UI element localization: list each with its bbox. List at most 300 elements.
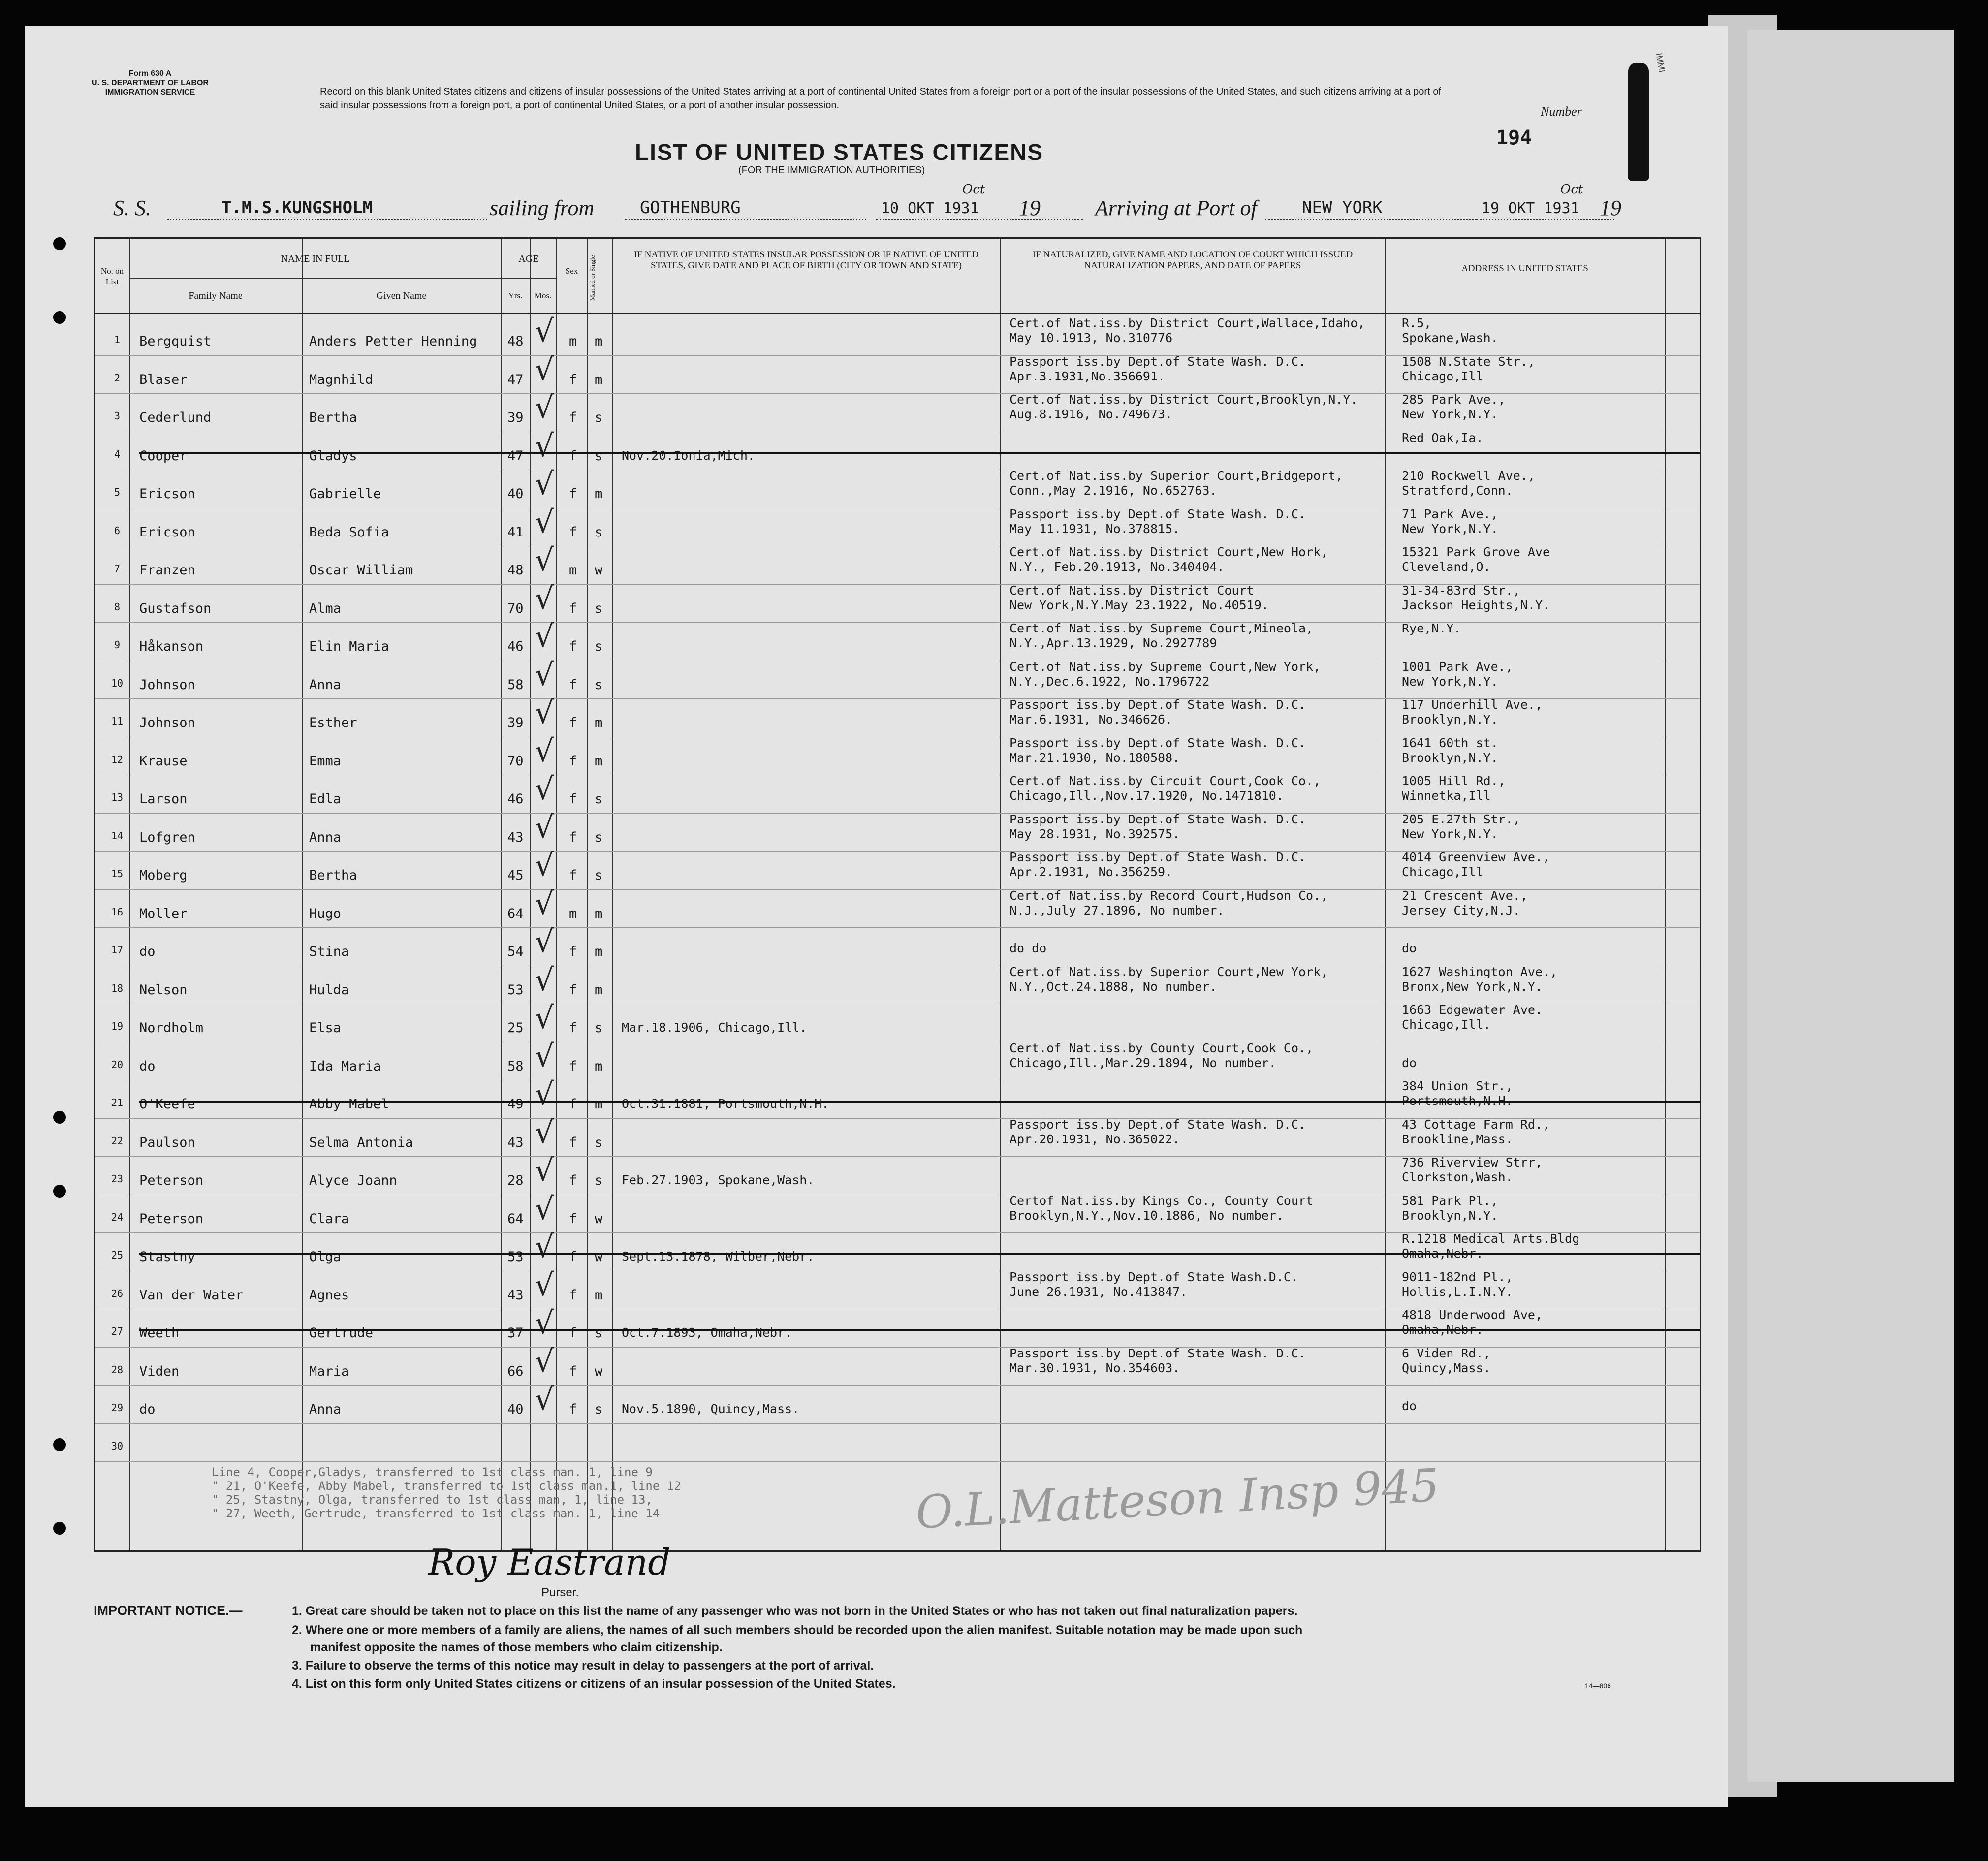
address-line: Omaha,Nebr. [1402, 1323, 1483, 1337]
punch-hole [53, 1185, 66, 1198]
marital-status: s [595, 448, 603, 464]
arrive-underline [1477, 219, 1614, 220]
naturalization-info: Chicago,Ill.,Mar.29.1894, No number. [1010, 1055, 1276, 1070]
row-number: 21 [111, 1097, 124, 1108]
marital-status: m [595, 944, 603, 959]
address-line: 1627 Washington Ave., [1402, 964, 1558, 979]
list-number: 194 [1496, 126, 1532, 149]
age-subrule [501, 278, 556, 279]
age-years: 39 [507, 715, 524, 730]
age-years: 49 [507, 1097, 524, 1112]
sailing-label: sailing from [490, 196, 595, 220]
marital-status: s [595, 829, 603, 845]
family-name: O'Keefe [139, 1097, 195, 1112]
row-number: 6 [114, 524, 121, 536]
inspection-check-mark: √ [535, 923, 554, 959]
marital-status: s [595, 1325, 603, 1341]
address-line: Spokane,Wash. [1402, 331, 1498, 345]
naturalization-info: June 26.1931, No.413847. [1010, 1284, 1188, 1299]
age-years: 70 [507, 753, 524, 769]
given-name: Alma [309, 600, 342, 616]
naturalization-info: Aug.8.1916, No.749673. [1010, 407, 1173, 421]
sex: m [569, 563, 577, 578]
inspection-check-mark: √ [535, 732, 554, 769]
marital-status: m [595, 334, 603, 349]
sex: f [569, 1287, 577, 1303]
naturalization-info: Cert.of Nat.iss.by District Court,New Hork, [1010, 545, 1328, 559]
age-years: 40 [507, 1402, 524, 1417]
marital-status: s [595, 1402, 603, 1417]
age-years: 41 [507, 524, 524, 540]
sex: f [569, 1249, 577, 1264]
marital-status: s [595, 410, 603, 425]
row-rule [95, 1385, 1700, 1386]
family-name: Weeth [139, 1325, 180, 1341]
address-line: 1641 60th st. [1402, 735, 1498, 750]
address-line: 210 Rockwell Ave., [1402, 469, 1535, 483]
strikethrough-line [139, 1329, 1700, 1331]
notice-item: 2. Where one or more members of a family are aliens, the names of all such members should be recorded upon the alien manifest. Suitable notation may be made upon such [292, 1623, 1303, 1637]
address-line: do [1402, 941, 1417, 955]
arrive-month-handwritten: Oct [1560, 182, 1583, 197]
arriving-label: Arriving at Port of [1095, 196, 1257, 220]
naturalization-info: Certof Nat.iss.by Kings Co., County Court [1010, 1193, 1314, 1208]
naturalization-info: Apr.3.1931,No.356691. [1010, 369, 1166, 383]
age-years: 43 [507, 1287, 524, 1303]
birth-info: Oct.31.1881, Portsmouth,N.H. [622, 1097, 829, 1111]
given-name: Emma [309, 753, 342, 769]
number-label: Number [1541, 104, 1582, 119]
inspection-check-mark: √ [535, 961, 554, 998]
naturalization-info: Mar.21.1930, No.180588. [1010, 750, 1180, 765]
notice-item: 4. List on this form only United States citizens or citizens of an insular possession of the United States. [292, 1677, 896, 1691]
marital-status: s [595, 1135, 603, 1150]
inspection-check-mark: √ [535, 466, 554, 502]
col-divider [587, 239, 588, 1550]
sex: f [569, 524, 577, 540]
age-years: 28 [507, 1173, 524, 1188]
inspection-check-mark: √ [535, 618, 554, 654]
family-name: Nelson [139, 982, 188, 998]
given-name: Alyce Joann [309, 1173, 397, 1188]
header-family-name: Family Name [189, 290, 243, 301]
row-number: 29 [111, 1402, 124, 1414]
naturalization-info: May 11.1931, No.378815. [1010, 521, 1180, 536]
address-line: 21 Crescent Ave., [1402, 888, 1528, 903]
marital-status: m [595, 372, 603, 387]
birth-info: Mar.18.1906, Chicago,Ill. [622, 1020, 807, 1035]
given-name: Anna [309, 677, 342, 693]
address-line: 4818 Underwood Ave, [1402, 1308, 1543, 1322]
address-line: Brookline,Mass. [1402, 1132, 1513, 1146]
row-number: 22 [111, 1135, 124, 1147]
sex: f [569, 600, 577, 616]
address-line: Brooklyn,N.Y. [1402, 712, 1498, 726]
given-name: Gertrude [309, 1325, 374, 1341]
marital-status: w [595, 1363, 603, 1379]
form-number: Form 630 A [128, 69, 172, 78]
given-name: Edla [309, 791, 342, 807]
header-naturalized: IF NATURALIZED, GIVE NAME AND LOCATION OF COURT WHICH ISSUED NATURALIZATION PAPERS, AND DATE OF PAPERS [1032, 250, 1353, 271]
age-years: 70 [507, 600, 524, 616]
inspection-check-mark: √ [535, 1343, 554, 1379]
arrive-date: 19 OKT 1931 [1482, 200, 1579, 217]
address-line: 1663 Edgewater Ave. [1402, 1003, 1543, 1017]
family-name: Håkanson [139, 639, 204, 654]
address-line: 1001 Park Ave., [1402, 659, 1513, 674]
address-line: Clorkston,Wash. [1402, 1170, 1513, 1184]
marital-status: m [595, 1097, 603, 1112]
given-name: Agnes [309, 1287, 349, 1303]
given-name: Olga [309, 1249, 342, 1264]
given-name: Bertha [309, 410, 357, 425]
ss-label: S. S. [113, 196, 151, 220]
naturalization-info: N.Y.,Dec.6.1922, No.1796722 [1010, 674, 1210, 689]
row-number: 1 [114, 334, 121, 346]
col-divider [556, 239, 557, 1550]
given-name: Gabrielle [309, 486, 381, 502]
marital-status: s [595, 677, 603, 693]
sex: f [569, 677, 577, 693]
sex: f [569, 791, 577, 807]
birth-info: Sept.13.1878, Wilber,Nebr. [622, 1249, 815, 1263]
sex: f [569, 715, 577, 730]
age-years: 40 [507, 486, 524, 502]
sex: f [569, 944, 577, 959]
notice-heading: IMPORTANT NOTICE.— [94, 1603, 243, 1618]
depart-underline [876, 219, 1083, 220]
family-name: Peterson [139, 1173, 204, 1188]
given-name: Anna [309, 1402, 342, 1417]
naturalization-info: N.Y., Feb.20.1913, No.340404. [1010, 560, 1225, 574]
sex: f [569, 410, 577, 425]
birth-info: Nov.5.1890, Quincy,Mass. [622, 1402, 800, 1416]
family-name: Bergquist [139, 334, 212, 349]
sex: m [569, 906, 577, 921]
given-name: Stina [309, 944, 349, 959]
notice-item: 3. Failure to observe the terms of this notice may result in delay to passengers at the port of arrival. [292, 1659, 874, 1672]
naturalization-info: Passport iss.by Dept.of State Wash.D.C. [1010, 1269, 1298, 1284]
family-name: Peterson [139, 1211, 204, 1227]
notice-item: manifest opposite the names of those members who claim citizenship. [310, 1640, 723, 1654]
header-sex: Sex [565, 266, 578, 276]
col-divider [302, 239, 303, 1550]
inspection-check-mark: √ [535, 504, 554, 540]
naturalization-info: Passport iss.by Dept.of State Wash. D.C. [1010, 1346, 1306, 1360]
naturalization-info: May 28.1931, No.392575. [1010, 826, 1180, 841]
footnote: Line 4, Cooper,Gladys, transferred to 1st class man. 1, line 9 [212, 1465, 653, 1479]
age-years: 46 [507, 639, 524, 654]
address-line: Portsmouth,N.H. [1402, 1094, 1513, 1108]
age-years: 46 [507, 791, 524, 807]
service: IMMIGRATION SERVICE [105, 88, 195, 96]
family-name: do [139, 1402, 156, 1417]
year-prefix-arrive: 19 [1600, 196, 1621, 220]
row-number: 9 [114, 639, 121, 651]
naturalization-info: Cert.of Nat.iss.by Circuit Court,Cook Co., [1010, 774, 1321, 788]
address-line: New York,N.Y. [1402, 674, 1498, 689]
strikethrough-line [139, 1253, 1700, 1255]
sex: f [569, 1058, 577, 1074]
header-married-single: Married or Single [589, 255, 596, 301]
punch-hole [53, 1438, 66, 1451]
age-years: 54 [507, 944, 524, 959]
address-line: 31-34-83rd Str., [1402, 583, 1520, 598]
row-number: 15 [111, 868, 124, 880]
age-years: 58 [507, 1058, 524, 1074]
marital-status: m [595, 715, 603, 730]
age-years: 45 [507, 868, 524, 883]
given-name: Magnhild [309, 372, 374, 387]
address-line: do [1402, 1399, 1417, 1413]
row-number: 10 [111, 677, 124, 689]
sex: f [569, 1211, 577, 1227]
inspection-check-mark: √ [535, 885, 554, 921]
naturalization-info: Brooklyn,N.Y.,Nov.10.1886, No number. [1010, 1208, 1284, 1223]
sex: f [569, 1173, 577, 1188]
sex: f [569, 753, 577, 769]
family-name: Krause [139, 753, 188, 769]
col-divider [1000, 239, 1001, 1550]
marital-status: s [595, 1173, 603, 1188]
inspection-check-mark: √ [535, 694, 554, 730]
document-page [25, 26, 1728, 1807]
row-rule [95, 1461, 1700, 1462]
age-years: 37 [507, 1325, 524, 1341]
naturalization-info: Conn.,May 2.1916, No.652763. [1010, 483, 1217, 498]
given-name: Anders Petter Henning [309, 334, 477, 349]
background-sheet-edge [1747, 30, 1954, 1782]
marital-status: w [595, 1211, 603, 1227]
row-number: 5 [114, 486, 121, 498]
age-years: 48 [507, 334, 524, 349]
inspection-check-mark: √ [535, 313, 554, 349]
address-line: 43 Cottage Farm Rd., [1402, 1117, 1550, 1132]
sex: m [569, 334, 577, 349]
address-line: Stratford,Conn. [1402, 483, 1513, 498]
naturalization-info: do do [1010, 941, 1047, 955]
address-line: 205 E.27th Str., [1402, 812, 1520, 826]
age-years: 53 [507, 982, 524, 998]
footnote: " 27, Weeth, Gertrude, transferred to 1st class man. 1, line 14 [212, 1507, 660, 1520]
given-name: Oscar William [309, 563, 413, 578]
marital-status: s [595, 868, 603, 883]
strikethrough-line [139, 452, 1700, 454]
marital-status: s [595, 639, 603, 654]
naturalization-info: Apr.20.1931, No.365022. [1010, 1132, 1180, 1146]
row-number: 23 [111, 1173, 124, 1185]
naturalization-info: N.J.,July 27.1896, No number. [1010, 903, 1225, 917]
row-rule [95, 927, 1700, 928]
family-name: Franzen [139, 563, 195, 578]
row-number: 2 [114, 372, 121, 384]
family-name: Lofgren [139, 829, 195, 845]
col-divider [501, 239, 502, 1550]
row-number: 17 [111, 944, 124, 956]
age-years: 47 [507, 372, 524, 387]
address-line: 581 Park Pl., [1402, 1193, 1498, 1208]
header-address: ADDRESS IN UNITED STATES [1461, 263, 1588, 274]
footnote: " 21, O'Keefe, Abby Mabel, transferred to 1st class man.1, line 12 [212, 1479, 681, 1493]
form-id-block [89, 69, 212, 97]
row-rule [95, 1423, 1700, 1424]
marital-status: w [595, 1249, 603, 1264]
age-years: 64 [507, 1211, 524, 1227]
marital-status: s [595, 600, 603, 616]
row-number: 20 [111, 1058, 124, 1071]
purser-signature: Roy Eastrand [428, 1542, 671, 1583]
inspection-check-mark: √ [535, 847, 554, 883]
inspection-check-mark: √ [535, 1152, 554, 1188]
header-given-name: Given Name [376, 290, 427, 301]
sex: f [569, 486, 577, 502]
inspection-check-mark: √ [535, 1190, 554, 1227]
naturalization-info: N.Y.,Apr.13.1929, No.2927789 [1010, 636, 1217, 650]
given-name: Abby Mabel [309, 1097, 389, 1112]
address-line: 4014 Greenview Ave., [1402, 850, 1550, 864]
row-number: 16 [111, 906, 124, 918]
family-name: Paulson [139, 1135, 195, 1150]
given-name: Hulda [309, 982, 349, 998]
address-line: 71 Park Ave., [1402, 506, 1498, 521]
name-subrule [129, 278, 501, 279]
header-rule [95, 313, 1700, 314]
naturalization-info: Mar.30.1931, No.354603. [1010, 1360, 1180, 1375]
sex: f [569, 448, 577, 464]
marital-status: m [595, 753, 603, 769]
row-number: 11 [111, 715, 124, 727]
inspection-check-mark: √ [535, 542, 554, 578]
inspection-check-mark: √ [535, 1000, 554, 1036]
sex: f [569, 1402, 577, 1417]
address-line: 1005 Hill Rd., [1402, 774, 1506, 788]
address-line: 9011-182nd Pl., [1402, 1269, 1513, 1284]
address-line: Chicago,Ill [1402, 369, 1483, 383]
naturalization-info: Cert.of Nat.iss.by District Court,Brooklyn,N.Y. [1010, 392, 1358, 407]
address-line: Cleveland,O. [1402, 560, 1491, 574]
naturalization-info: Passport iss.by Dept.of State Wash. D.C. [1010, 354, 1306, 369]
row-number: 27 [111, 1325, 124, 1337]
header-insular-birth: IF NATIVE OF UNITED STATES INSULAR POSSESSION OR IF NATIVE OF UNITED STATES, GIVE DATE AND PLACE OF BIRTH (CITY OR TOWN AND STATE) [634, 250, 978, 271]
sex: f [569, 1097, 577, 1112]
naturalization-info: Passport iss.by Dept.of State Wash. D.C. [1010, 812, 1306, 826]
marital-status: m [595, 486, 603, 502]
family-name: Van der Water [139, 1287, 244, 1303]
address-line: do [1402, 1055, 1417, 1070]
given-name: Ida Maria [309, 1058, 381, 1074]
naturalization-info: Chicago,Ill.,Nov.17.1920, No.1471810. [1010, 789, 1284, 803]
row-number: 28 [111, 1363, 124, 1376]
naturalization-info: Cert.of Nat.iss.by Supreme Court,New York, [1010, 659, 1321, 674]
strikethrough-line [139, 1101, 1700, 1103]
sex: f [569, 1325, 577, 1341]
header-yrs: Yrs. [508, 291, 523, 300]
sex: f [569, 868, 577, 883]
header-name-in-full: NAME IN FULL [281, 253, 350, 264]
row-number: 25 [111, 1249, 124, 1261]
marital-status: s [595, 1020, 603, 1036]
address-line: Red Oak,Ia. [1402, 430, 1483, 445]
page-subtitle: (FOR THE IMMIGRATION AUTHORITIES) [738, 165, 925, 176]
address-line: Chicago,Ill. [1402, 1017, 1491, 1032]
address-line: Jackson Heights,N.Y. [1402, 598, 1550, 612]
sex: f [569, 639, 577, 654]
department: U. S. DEPARTMENT OF LABOR [92, 79, 209, 87]
ship-name: T.M.S.KUNGSHOLM [221, 198, 373, 218]
purser-label: Purser. [541, 1586, 579, 1599]
age-years: 43 [507, 1135, 524, 1150]
marital-status: m [595, 982, 603, 998]
naturalization-info: Cert.of Nat.iss.by District Court [1010, 583, 1254, 598]
col-divider [612, 239, 613, 1550]
naturalization-info: Cert.of Nat.iss.by District Court,Wallace,Idaho, [1010, 316, 1365, 330]
address-line: 1508 N.State Str., [1402, 354, 1535, 369]
family-name: Cederlund [139, 410, 212, 425]
form-code: 14—806 [1585, 1682, 1611, 1690]
inspection-check-mark: √ [535, 351, 554, 387]
sex: f [569, 372, 577, 387]
inspection-check-mark: √ [535, 656, 554, 693]
marital-status: s [595, 524, 603, 540]
address-line: Omaha,Nebr. [1402, 1246, 1483, 1261]
family-name: Nordholm [139, 1020, 204, 1036]
age-years: 66 [507, 1363, 524, 1379]
depart-month-handwritten: Oct [962, 182, 985, 197]
age-years: 64 [507, 906, 524, 921]
address-line: 6 Viden Rd., [1402, 1346, 1491, 1360]
row-number: 30 [111, 1440, 124, 1452]
marital-status: m [595, 1287, 603, 1303]
given-name: Bertha [309, 868, 357, 883]
address-line: 117 Underhill Ave., [1402, 697, 1543, 712]
record-instructions: Record on this blank United States citizens and citizens of insular possessions of the United States arriving at a port of continental United States from a foreign port or a port of the insular possessions of the United States, and such citizens arriving at a port of said insular possessions from a foreign port, a port of continental United States, or a port of another insular possession. [320, 86, 1441, 111]
given-name: Clara [309, 1211, 349, 1227]
address-line: Quincy,Mass. [1402, 1360, 1491, 1375]
naturalization-info: Cert.of Nat.iss.by Supreme Court,Mineola, [1010, 621, 1314, 635]
row-number: 18 [111, 982, 124, 994]
address-line: Brooklyn,N.Y. [1402, 1208, 1498, 1223]
row-number: 13 [111, 791, 124, 803]
address-line: R.5, [1402, 316, 1432, 330]
col-divider [129, 239, 130, 1550]
col-divider [1385, 239, 1386, 1550]
port-to: NEW YORK [1302, 198, 1383, 218]
address-line: Rye,N.Y. [1402, 621, 1461, 635]
year-prefix-depart: 19 [1019, 196, 1041, 220]
marital-status: w [595, 563, 603, 578]
marital-status: m [595, 1058, 603, 1074]
family-name: do [139, 1058, 156, 1074]
notice-item: 1. Great care should be taken not to place on this list the name of any passenger who was not born in the United States or who has not taken out final naturalization papers. [292, 1604, 1298, 1618]
given-name: Selma Antonia [309, 1135, 413, 1150]
naturalization-info: May 10.1913, No.310776 [1010, 331, 1173, 345]
family-name: do [139, 944, 156, 959]
address-line: 285 Park Ave., [1402, 392, 1506, 407]
naturalization-info: Passport iss.by Dept.of State Wash. D.C. [1010, 506, 1306, 521]
age-years: 43 [507, 829, 524, 845]
inspection-check-mark: √ [535, 1229, 554, 1264]
punch-hole [53, 1111, 66, 1124]
col-divider [530, 239, 531, 1550]
naturalization-info: Passport iss.by Dept.of State Wash. D.C. [1010, 697, 1306, 712]
address-line: Bronx,New York,N.Y. [1402, 979, 1543, 994]
age-years: 47 [507, 448, 524, 464]
inspection-check-mark: √ [535, 1038, 554, 1074]
birth-info: Oct.7.1893, Omaha,Nebr. [622, 1325, 792, 1340]
punch-hole [53, 237, 66, 250]
family-name: Johnson [139, 715, 195, 730]
birth-info: Feb.27.1903, Spokane,Wash. [622, 1173, 815, 1187]
